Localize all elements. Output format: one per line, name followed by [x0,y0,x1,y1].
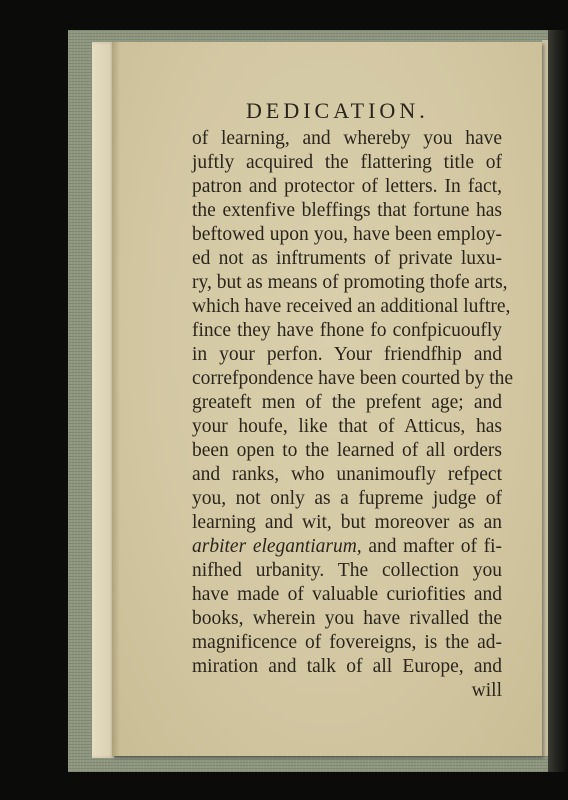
text-line: ry, but as means of promoting thofe arts, [192,272,508,293]
text-line: of learning, and whereby you have [192,128,502,149]
gutter-strip [92,42,114,758]
book-edge [548,30,568,772]
text-line: and ranks, who unanimoufly refpect [192,464,502,485]
text-line: been open to the learned of all orders [192,440,502,461]
text-line: correfpondence have been courted by the [192,368,514,389]
catchword: will [471,680,502,701]
text-line: greateft men of the prefent age; and [192,392,502,413]
text-line: beftowed upon you, have been employ- [192,224,502,245]
text-line: patron and protector of letters. In fact, [192,176,502,197]
text-line: fince they have fhone fo confpicuoufly [192,320,502,341]
text-line: miration and talk of all Europe, and [192,656,502,677]
text-line: books, wherein you have rivalled the [192,608,502,629]
text-line: the extenfive bleffings that fortune has [192,200,502,221]
text-line: learning and wit, but moreover as an [192,512,502,533]
text-line: have made of valuable curiofities and [192,584,502,605]
italic-line-rest: and mafter of fi- [361,536,502,557]
text-line: your houfe, like that of Atticus, has [192,416,502,437]
italic-phrase: arbiter elegantiarum, [192,536,362,557]
text-line: juftly acquired the flattering title of [192,152,502,173]
text-line: nifhed urbanity. The collection you [192,560,502,581]
text-line: in your perfon. Your friendfhip and [192,344,502,365]
running-head: DEDICATION. [246,98,429,123]
text-line-italic [192,536,502,558]
text-line: ed not as inftruments of private luxu- [192,248,502,269]
text-line: magnificence of fovereigns, is the ad- [192,632,502,653]
text-line: you, not only as a fupreme judge of [192,488,502,509]
text-line: which have received an additional luftre, [192,296,511,317]
